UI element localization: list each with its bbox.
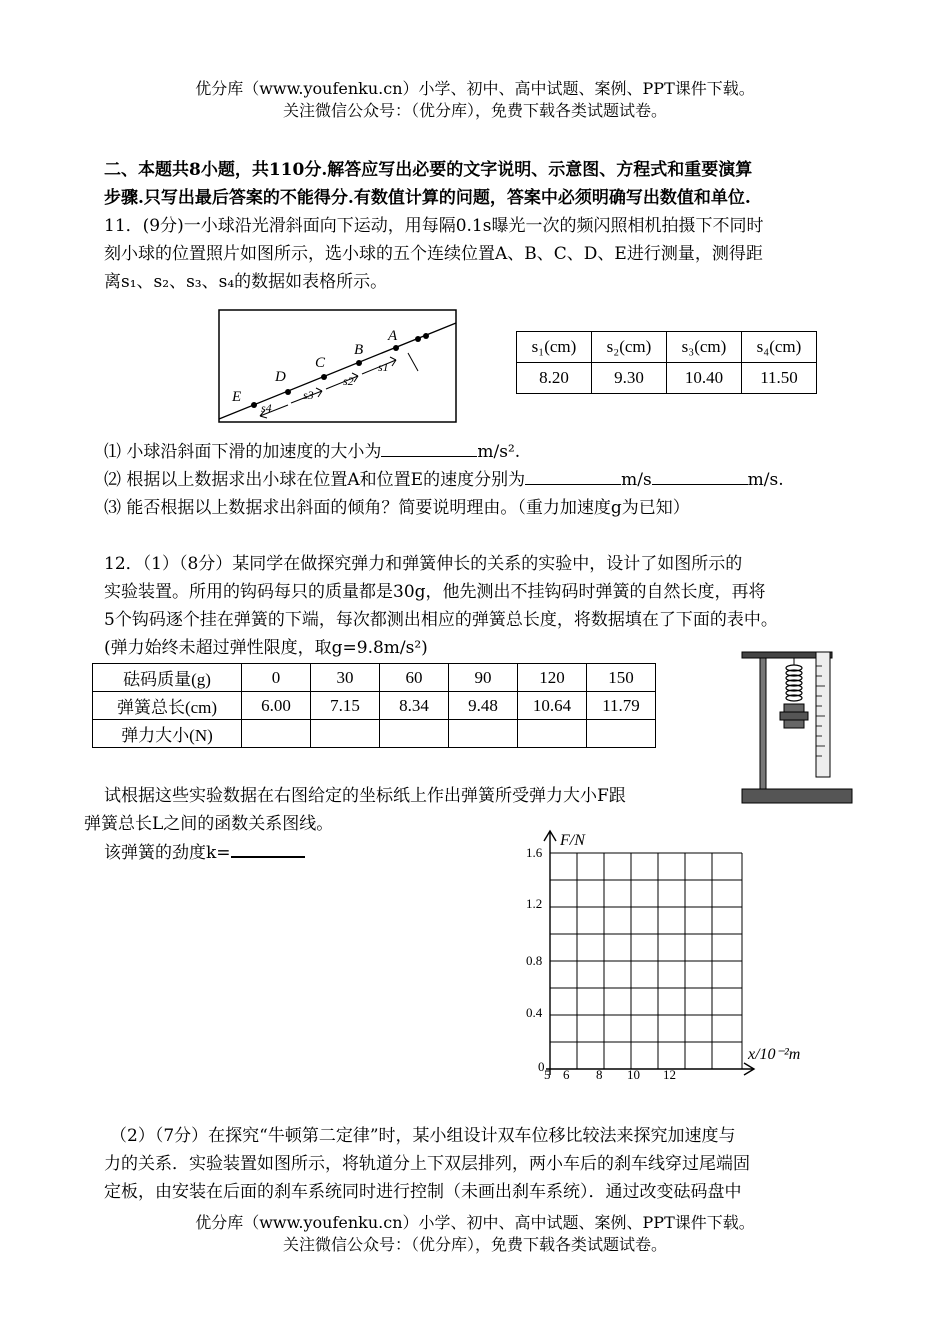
answer-blank-velocity-e[interactable] <box>652 466 748 485</box>
ball-B <box>356 360 362 366</box>
y-tick-0: 0 <box>538 1059 545 1074</box>
x-tick-10: 10 <box>627 1067 640 1082</box>
label-C: C <box>315 355 326 371</box>
grid-lines <box>550 853 742 1069</box>
q11-sub-2: ⑵ 根据以上数据求出小球在位置A和位置E的速度分别为 m/s m/s. <box>104 466 864 494</box>
q12-line-2: 实验装置。所用的钩码每只的质量都是30g，他先测出不挂钩码时弹簧的自然长度，再将 <box>104 582 766 602</box>
ball-C <box>321 374 327 380</box>
ruler <box>816 652 830 777</box>
q11-sub-3: ⑶ 能否根据以上数据求出斜面的倾角？简要说明理由。（重力加速度g为已知） <box>104 498 690 518</box>
force-cell[interactable] <box>587 720 656 748</box>
y-tick-0-4: 0.4 <box>526 1005 543 1020</box>
x-tick-6: 6 <box>563 1067 570 1082</box>
ball-extra-2 <box>423 333 429 339</box>
ball-E <box>251 402 257 408</box>
distance-table <box>516 331 817 394</box>
td-s1: 8.20 <box>517 363 592 394</box>
header-line-2: 关注微信公众号：（优分库），免费下载各类试题试卷。 <box>282 101 667 120</box>
spring-apparatus-figure <box>740 646 855 806</box>
hook-weight-3 <box>784 720 804 728</box>
row-label-mass: 砝码质量(g) <box>93 664 242 692</box>
row-label-force: 弹力大小(N) <box>93 720 242 748</box>
q11-line-2: 刻小球的位置照片如图所示，选小球的五个连续位置A、B、C、D、E进行测量，测得距 <box>104 244 763 264</box>
stand-pole <box>760 652 766 789</box>
answer-blank-acceleration[interactable] <box>381 438 477 457</box>
answer-blank-velocity-a[interactable] <box>525 466 621 485</box>
section-title-line-2: 步骤.只写出最后答案的不能得分.有数值计算的问题，答案中必须明确写出数值和单位. <box>104 188 751 208</box>
th-s3: s₃(cm) <box>667 332 742 363</box>
q12-line-3: 5个钩码逐个挂在弹簧的下端，每次都测出相应的弹簧总长度，将数据填在了下面的表中。 <box>104 610 778 630</box>
force-cell[interactable] <box>242 720 311 748</box>
ball-A <box>393 345 399 351</box>
spring-coils <box>786 665 802 701</box>
y-tick-1-6: 1.6 <box>526 845 543 860</box>
q12-k-line: 该弹簧的劲度k= <box>104 838 305 867</box>
label-s3: s3 <box>303 388 314 402</box>
force-cell[interactable] <box>518 720 587 748</box>
q12-line-4: (弹力始终未超过弹性限度，取g=9.8m/s²) <box>104 638 428 658</box>
td-s3: 10.40 <box>667 363 742 394</box>
q11-line-3: 离s₁、s₂、s₃、s₄的数据如表格所示。 <box>104 272 388 292</box>
hook-weight-1 <box>784 704 804 712</box>
th-s2: s₂(cm) <box>592 332 667 363</box>
x-tick-12: 12 <box>663 1067 676 1082</box>
header-line-1: 优分库（www.youfenku.cn）小学、初中、高中试题、案例、PPT课件下载。 <box>195 79 755 98</box>
y-tick-1-2: 1.2 <box>526 896 543 911</box>
incline-strobe-figure <box>218 309 458 424</box>
label-E: E <box>232 389 242 405</box>
section-title-line-1: 二、本题共8小题，共110分.解答应写出必要的文字说明、示意图、方程式和重要演算 <box>104 160 753 180</box>
graph-paper <box>520 825 810 1085</box>
footer-line-2: 关注微信公众号：（优分库），免费下载各类试题试卷。 <box>282 1235 667 1254</box>
label-B: B <box>354 342 364 358</box>
th-s1: s₁(cm) <box>517 332 592 363</box>
label-s2: s2 <box>343 374 354 388</box>
q11-line-1: 11．(9分)一小球沿光滑斜面向下运动，用每隔0.1s曝光一次的频闪照相机拍摄下不同时 <box>104 216 764 236</box>
td-s4: 11.50 <box>742 363 817 394</box>
td-s2: 9.30 <box>592 363 667 394</box>
x-axis-title: x/10⁻²m <box>748 1046 801 1063</box>
footer-line-1: 优分库（www.youfenku.cn）小学、初中、高中试题、案例、PPT课件下载。 <box>195 1213 755 1232</box>
x-tick-5: 5 <box>544 1067 551 1082</box>
force-cell[interactable] <box>380 720 449 748</box>
label-A: A <box>388 328 398 344</box>
distance-markers <box>260 353 418 418</box>
spring-data-table: 砝码质量(g) 0 30 60 90 120 150 弹簧总长(cm) 6.00 7.15 8.34 9.48 10.64 11.79 弹力大小(N) <box>92 663 656 748</box>
answer-blank-k[interactable] <box>231 838 305 858</box>
q12-instruction-2: 弹簧总长L之间的函数关系图线。 <box>84 814 334 834</box>
ball-D <box>285 389 291 395</box>
y-tick-0-8: 0.8 <box>526 953 543 968</box>
q12-instruction-1: 试根据这些实验数据在右图给定的坐标纸上作出弹簧所受弹力大小F跟 <box>104 786 626 806</box>
force-cell[interactable] <box>449 720 518 748</box>
label-D: D <box>275 369 286 385</box>
hook-weight-2 <box>780 712 808 720</box>
q12-line-1: 12．（1）（8分）某同学在做探究弹力和弹簧伸长的关系的实验中，设计了如图所示的 <box>104 554 743 574</box>
x-tick-8: 8 <box>596 1067 603 1082</box>
part2-line-2: 力的关系．实验装置如图所示，将轨道分上下双层排列，两小车后的刹车线穿过尾端固 <box>104 1154 750 1174</box>
base-plate <box>742 789 852 803</box>
th-s4: s₄(cm) <box>742 332 817 363</box>
ball-extra-1 <box>415 336 421 342</box>
y-axis-title: F/N <box>560 832 585 849</box>
row-label-length: 弹簧总长(cm) <box>93 692 242 720</box>
part2-line-1: （2）（7分）在探究“牛顿第二定律”时，某小组设计双车位移比较法来探究加速度与 <box>110 1126 736 1146</box>
part2-line-3: 定板，由安装在后面的刹车系统同时进行控制（未画出刹车系统）．通过改变砝码盘中 <box>104 1182 742 1202</box>
label-s1: s1 <box>378 360 389 374</box>
q11-sub-1: ⑴ 小球沿斜面下滑的加速度的大小为 m/s². <box>104 438 864 466</box>
force-cell[interactable] <box>311 720 380 748</box>
label-s4: s4 <box>261 401 272 415</box>
